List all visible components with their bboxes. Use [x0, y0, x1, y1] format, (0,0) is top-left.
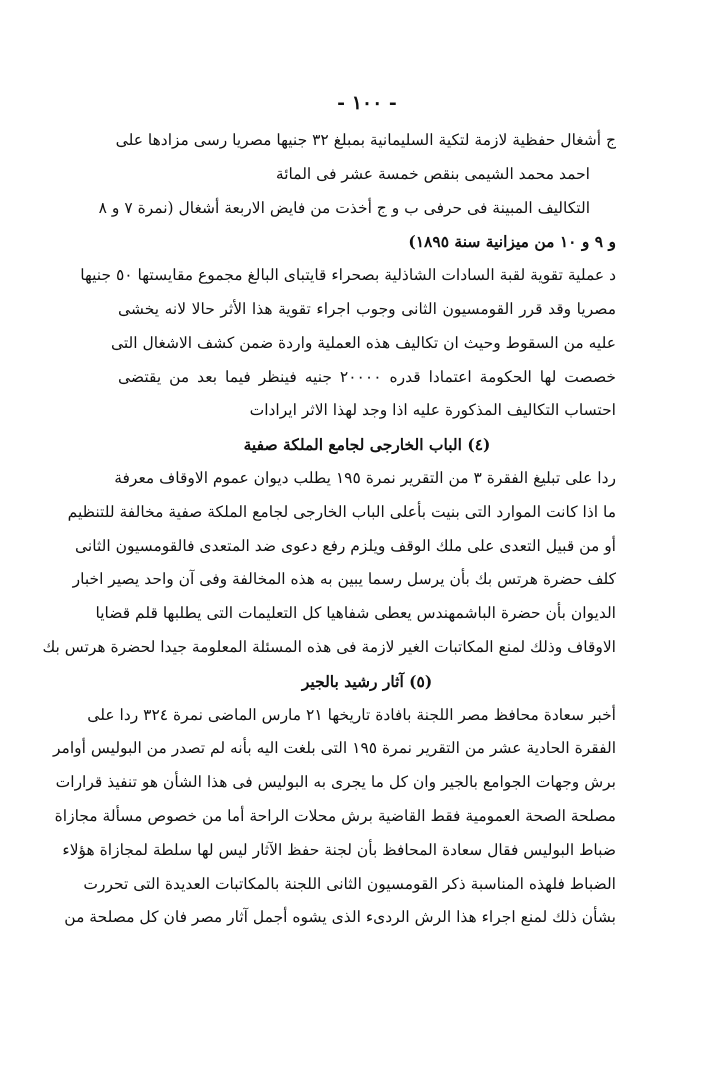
text-line: و ٩ و ١٠ من ميزانية سنة ١٨٩٥)	[408, 232, 616, 252]
text-line: التكاليف المبينة فى حرفى ب و ج أخذت من فايض الاربعة أشغال (نمرة ٧ و ٨	[98, 198, 590, 217]
text-line-item-d: د عملية تقوية لقبة السادات الشاذلية بصحراء قايتباى البالغ مجموع مقايستها ٥٠ جنيها	[80, 266, 616, 285]
text-line: عليه من السقوط وحيث ان تكاليف هذه العملية واردة ضمن كشف الاشغال التى	[110, 333, 616, 352]
text-line: الضباط فلهذه المناسبة ذكر القومسيون الثانى اللجنة بالمكاتبات العديدة التى تحررت	[83, 874, 616, 893]
text-line: كلف حضرة هرتس بك بأن يرسل رسما يبين به هذه المخالفة وفى آن واحد يصير اخبار	[72, 570, 616, 589]
text-line: بشأن ذلك لمنع اجراء هذا الرش الردىء الذى يشوه أجمل آثار مصر فان كل مصلحة من	[64, 908, 616, 927]
text-line: أخبر سعادة محافظ مصر اللجنة بافادة تاريخها ٢١ مارس الماضى نمرة ٣٢٤ ردا على	[87, 705, 616, 724]
document-page	[42, 86, 616, 939]
text-line: برش وجهات الجوامع بالجير وان كل ما يجرى به البوليس فى هذا الشأن هو تنفيذ قرارات	[55, 773, 616, 792]
text-line: الاوقاف وذلك لمنع المكاتبات الغير لازمة فى هذه المسئلة المعلومة جيدا لحضرة هرتس بك	[42, 637, 616, 656]
text-line: ردا على تبليغ الفقرة ٣ من التقرير نمرة ١٩٥ يطلب ديوان عموم الاوقاف معرفة	[114, 468, 616, 487]
text-line: خصصت لها الحكومة اعتمادا قدره ٢٠٠٠٠ جنيه فينظر فيما بعد من يقتضى	[118, 367, 616, 386]
section-heading-4: (٤) الباب الخارجى لجامع الملكة صفية	[243, 435, 491, 455]
text-line: مصلحة الصحة العمومية فقط القاضية برش محلات الراحة أما من خصوص مسألة مجازاة	[54, 806, 616, 825]
text-line: ضباط البوليس فقال سعادة المحافظ بأن لجنة حفظ الآثار ليس لها سلطة لمجازاة هؤلاء	[62, 840, 616, 859]
section-heading-5: (٥) آثار رشيد بالجير	[301, 671, 433, 691]
text-line: ما اذا كانت الموارد التى بنيت بأعلى الباب الخارجى لجامع الملكة صفية مخالفة للتنظيم	[67, 502, 616, 521]
text-line: احتساب التكاليف المذكورة عليه اذا وجد لهذا الاثر ايرادات	[249, 401, 616, 420]
text-line: الفقرة الحادية عشر من التقرير نمرة ١٩٥ التى بلغت اليه بأنه لم تصدر من البوليس أوامر	[53, 739, 616, 758]
page-number: - ١٠٠ -	[337, 92, 397, 114]
text-line: الديوان بأن حضرة الباشمهندس يعطى شفاهيا كل التعليمات التى يطلبها قلم قضايا	[95, 604, 616, 623]
text-line-item-c: ج أشغال حفظية لازمة لتكية السليمانية بمبلغ ٣٢ جنيها مصريا رسى مزادها على	[115, 131, 616, 149]
text-line: مصريا وقد قرر القومسيون الثانى وجوب اجراء تقوية هذا الأثر حالا لانه يخشى	[118, 299, 616, 318]
text-line: أو من قبيل التعدى على ملك الوقف ويلزم رفع دعوى ضد المتعدى فالقومسيون الثانى	[75, 536, 616, 555]
text-line: احمد محمد الشيمى بنقص خمسة عشر فى المائة	[275, 164, 590, 183]
